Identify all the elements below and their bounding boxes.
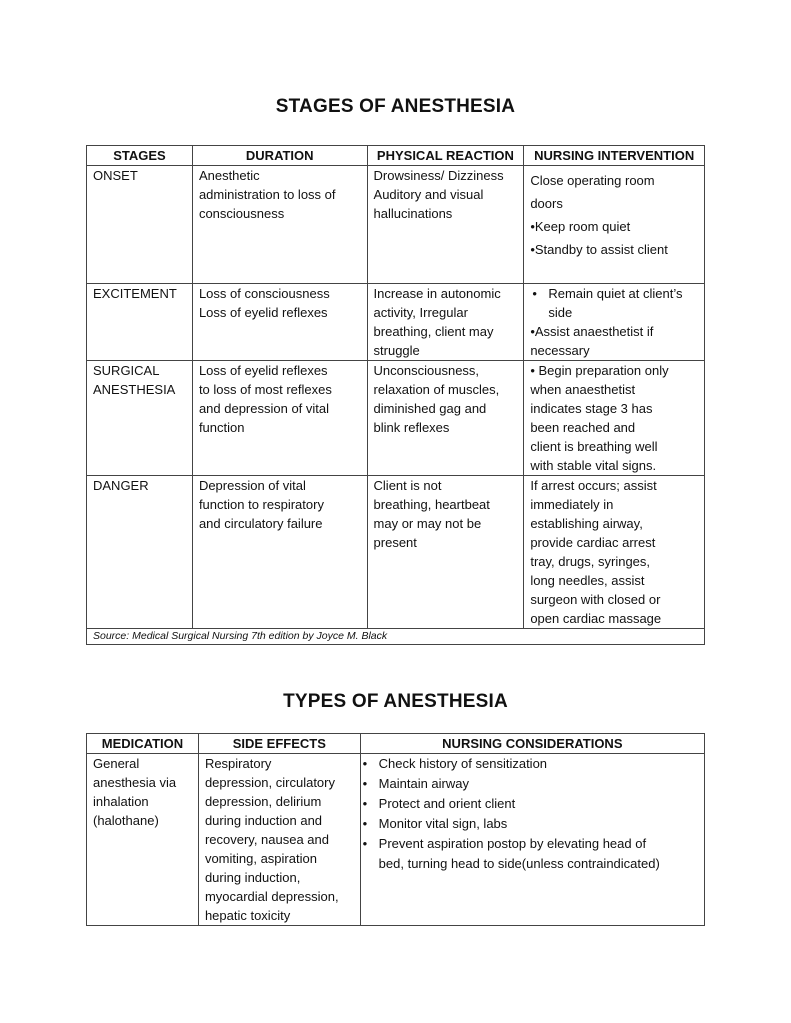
duration-line: consciousness (198, 206, 285, 221)
source-row (87, 629, 705, 645)
nursing-line: tray, drugs, syringes, (530, 554, 651, 569)
nursing-line: side (548, 305, 573, 320)
nursing-line: long needles, assist (530, 573, 645, 588)
header-physical-reaction: PHYSICAL REACTION (367, 146, 524, 166)
duration-line: function (198, 420, 245, 435)
reaction-line: present (373, 535, 417, 550)
nursing-line: client is breathing well (530, 439, 658, 454)
nursing-line: been reached and (530, 420, 636, 435)
nursing-line: immediately in (530, 497, 614, 512)
list-item (361, 794, 698, 814)
side-effect-line: during induction, (204, 870, 301, 885)
consideration-text: Protect and orient client (378, 796, 516, 811)
duration-line: administration to loss of (198, 187, 336, 202)
nursing-line: doors (530, 196, 563, 211)
nursing-cell (524, 361, 705, 476)
reaction-line: Drowsiness/ Dizziness (373, 168, 504, 183)
list-item (361, 754, 698, 774)
reaction-cell (367, 166, 524, 284)
types-table (86, 733, 705, 926)
medication-cell (87, 754, 199, 926)
consideration-text: • Prevent aspiration postop by elevating head of (378, 836, 647, 851)
table-row (87, 166, 705, 284)
list-item (361, 814, 698, 834)
stage-cell (87, 361, 193, 476)
nursing-line: surgeon with closed or (530, 592, 661, 607)
stage-name: ANESTHESIA (93, 382, 176, 397)
duration-cell (192, 361, 367, 476)
types-header-row (87, 734, 705, 754)
reaction-line: hallucinations (373, 206, 453, 221)
reaction-line: breathing, client may (373, 324, 494, 339)
stages-title: STAGES OF ANESTHESIA (275, 96, 516, 117)
list-item (530, 284, 698, 322)
consideration-text: Monitor vital sign, labs (378, 816, 508, 831)
header-nursing-intervention: NURSING INTERVENTION (524, 146, 705, 166)
types-title: TYPES OF ANESTHESIA (283, 691, 508, 712)
nursing-bullet-list (530, 284, 698, 322)
duration-line: function to respiratory (198, 497, 324, 512)
stage-cell (87, 166, 193, 284)
duration-cell (192, 284, 367, 361)
side-effect-line: vomiting, aspiration (204, 851, 317, 866)
table-row (87, 284, 705, 361)
side-effect-line: recovery, nausea and (204, 832, 329, 847)
nursing-line: Close operating room (530, 173, 655, 188)
header-side-effects: SIDE EFFECTS (198, 734, 360, 754)
nursing-line: •Standby to assist client (530, 242, 668, 257)
nursing-cell (524, 166, 705, 284)
reaction-line: struggle (373, 343, 420, 358)
considerations-cell (360, 754, 704, 926)
reaction-line: Auditory and visual (373, 187, 484, 202)
duration-line: Depression of vital (198, 478, 306, 493)
header-duration: DURATION (192, 146, 367, 166)
nursing-line: necessary (530, 343, 590, 358)
side-effect-line: during induction and (204, 813, 323, 828)
reaction-line: diminished gag and (373, 401, 487, 416)
nursing-cell (524, 476, 705, 629)
consideration-text: bed, turning head to side(unless contraindicated) (378, 856, 660, 871)
header-stages: STAGES (87, 146, 193, 166)
considerations-list (361, 754, 698, 874)
reaction-line: Unconsciousness, (373, 363, 480, 378)
stage-name: ONSET (93, 168, 138, 183)
side-effect-line: Respiratory (204, 756, 272, 771)
stage-cell (87, 284, 193, 361)
reaction-line: relaxation of muscles, (373, 382, 500, 397)
medication-line: General (93, 756, 140, 771)
medication-line: anesthesia via (93, 775, 177, 790)
nursing-line: • Remain quiet at client’s (548, 286, 683, 301)
list-item (361, 774, 698, 794)
stage-cell (87, 476, 193, 629)
stages-header-row (87, 146, 705, 166)
duration-cell (192, 166, 367, 284)
nursing-line: •Keep room quiet (530, 219, 631, 234)
stage-name: DANGER (93, 478, 149, 493)
medication-line: inhalation (93, 794, 149, 809)
nursing-line: •Assist anaesthetist if (530, 324, 654, 339)
nursing-line: establishing airway, (530, 516, 643, 531)
consideration-text: Maintain airway (378, 776, 469, 791)
nursing-cell (524, 284, 705, 361)
duration-line: Anesthetic (198, 168, 260, 183)
duration-line: and depression of vital (198, 401, 330, 416)
nursing-line: with stable vital signs. (530, 458, 657, 473)
side-effect-line: depression, delirium (204, 794, 322, 809)
reaction-line: breathing, heartbeat (373, 497, 490, 512)
table-row (87, 476, 705, 629)
reaction-cell (367, 476, 524, 629)
list-item (361, 834, 698, 874)
header-nursing-considerations: NURSING CONSIDERATIONS (360, 734, 704, 754)
reaction-line: Increase in autonomic (373, 286, 501, 301)
reaction-cell (367, 361, 524, 476)
nursing-line: • Begin preparation only (530, 363, 669, 378)
duration-line: Loss of eyelid reflexes (198, 363, 328, 378)
source-note: Source: Medical Surgical Nursing 7th edition by Joyce M. Black (87, 629, 705, 645)
reaction-line: Client is not (373, 478, 442, 493)
side-effect-line: myocardial depression, (204, 889, 339, 904)
duration-cell (192, 476, 367, 629)
nursing-line: indicates stage 3 has (530, 401, 653, 416)
stage-name: SURGICAL (93, 363, 160, 378)
nursing-line: If arrest occurs; assist (530, 478, 657, 493)
reaction-line: blink reflexes (373, 420, 450, 435)
medication-line: (halothane) (93, 813, 159, 828)
side-effect-line: hepatic toxicity (204, 908, 291, 923)
consideration-text: Check history of sensitization (378, 756, 548, 771)
stages-table (86, 145, 705, 645)
nursing-line: when anaesthetist (530, 382, 636, 397)
header-medication: MEDICATION (87, 734, 199, 754)
duration-line: Loss of consciousness (198, 286, 330, 301)
table-row (87, 754, 705, 926)
reaction-line: may or may not be (373, 516, 482, 531)
nursing-line: provide cardiac arrest (530, 535, 656, 550)
duration-line: Loss of eyelid reflexes (198, 305, 328, 320)
duration-line: to loss of most reflexes (198, 382, 332, 397)
duration-line: and circulatory failure (198, 516, 323, 531)
stage-name: EXCITEMENT (93, 286, 177, 301)
side-effects-cell (198, 754, 360, 926)
nursing-line: open cardiac massage (530, 611, 662, 626)
reaction-cell (367, 284, 524, 361)
reaction-line: activity, Irregular (373, 305, 468, 320)
side-effect-line: depression, circulatory (204, 775, 335, 790)
table-row (87, 361, 705, 476)
